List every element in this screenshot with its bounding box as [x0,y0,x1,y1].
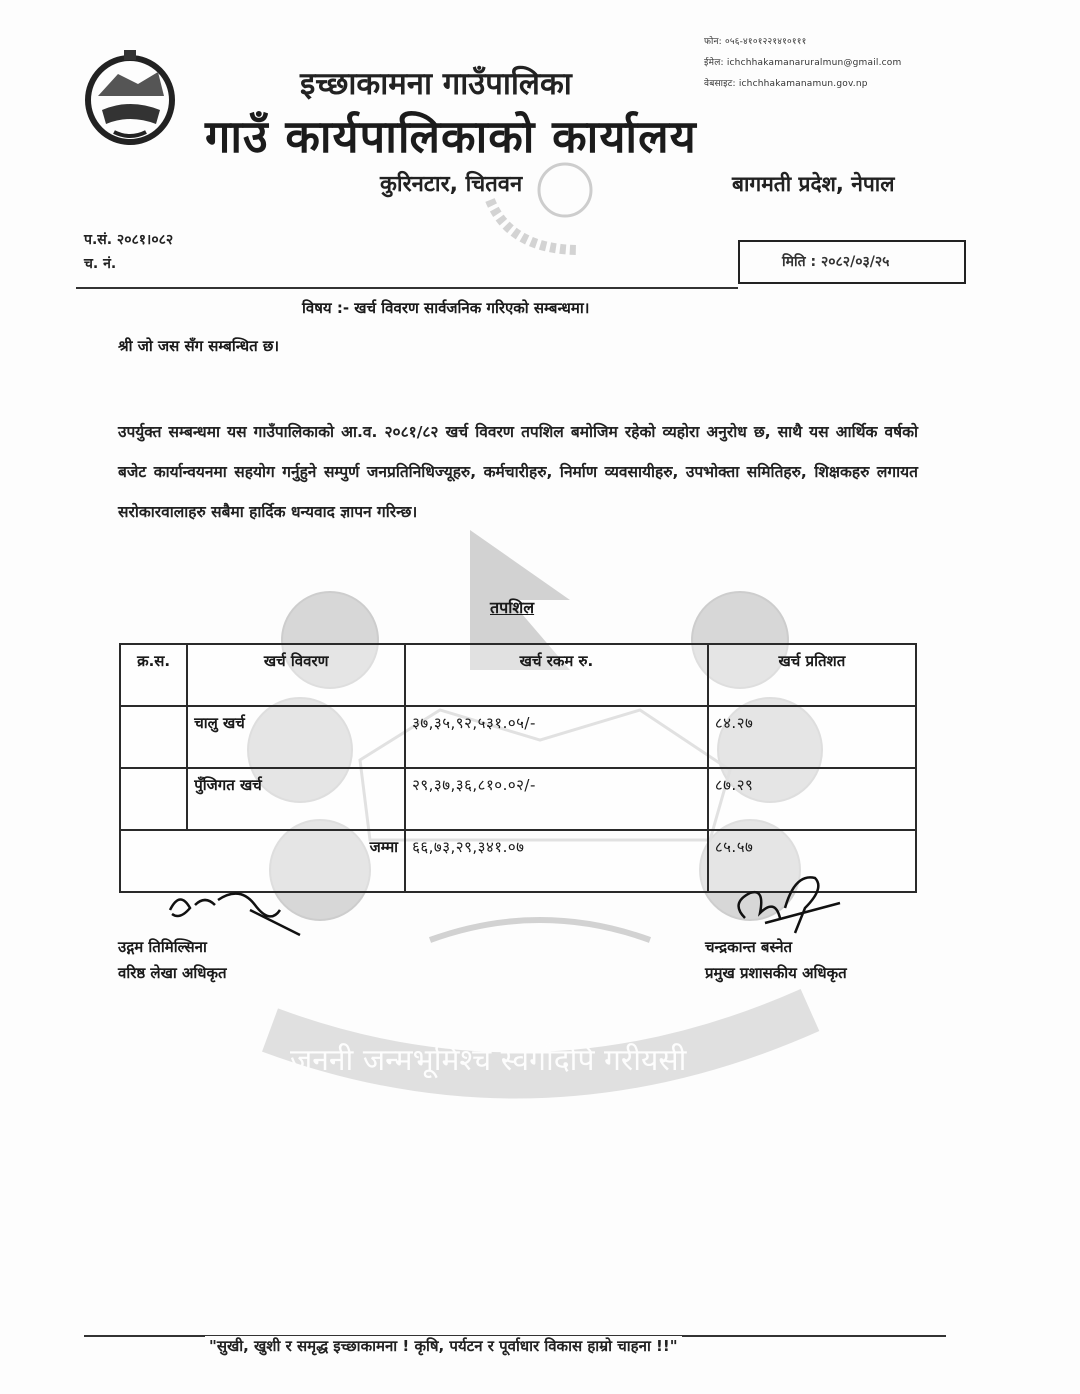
patra-sankhya: प.सं. २०८१।०८२ [84,232,174,248]
row-percent: ८४.२७ [708,706,916,768]
signatory-right-title: प्रमुख प्रशासकीय अधिकृत [705,964,847,982]
table-header-row [120,644,916,706]
email-link[interactable]: ichchhakamanaruralmun@gmail.com [726,58,902,68]
signatory-left-name: उद्गम तिमिल्सिना [118,938,207,956]
row-amount: ३७,३५,९२,५३१.०५/- [405,706,708,768]
row-serial [120,768,187,830]
handshake-shape [430,920,650,940]
row-description: पुँजिगत खर्च [187,768,405,830]
signatory-right-name: चन्द्रकान्त बस्नेत [705,938,793,956]
total-amount: ६६,७३,२९,३४१.०७ [405,830,708,892]
row-description: चालु खर्च [187,706,405,768]
header-divider [76,287,738,289]
phone-line: फोन: ०५६-४१०१२२१४१०१११ [704,37,807,47]
date-box: मिति : २०८२/०३/२५ [738,240,966,284]
email-line: ईमेल: ichchhakamanaruralmun@gmail.com [704,58,902,68]
row-percent: ८७.२९ [708,768,916,830]
signature-left [160,880,310,940]
letter-subject: विषय :- खर्च विवरण सार्वजनिक गरिएको सम्बन्धमा। [302,299,590,317]
office-seal-stamp [470,160,600,270]
letter-salutation: श्री जो जस सँग सम्बन्धित छ। [118,337,280,355]
phone-number: ०५६-४१०१२२१४१०१११ [724,37,807,47]
org-subtitle: इच्छाकामना गाउँपालिका [300,66,572,102]
letter-body: उपर्युक्त सम्बन्धमा यस गाउँपालिकाको आ.व. २०८१/८२ खर्च विवरण तपशिल बमोजिम रहेको व्यहोरा अनुरोध छ, साथै यस आर्थिक वर्षको बजेट कार्यान्वयनमा सहयोग गर्नुहुने सम्पुर्ण जनप्रतिनिधिज्यूहरु, कर्मचारीहरु, निर्माण व्यवसायीहरु, उपभोक्ता समितिहरु, शिक्षकहरु लगायत सरोकारवालाहरु सबैमा हार्दिक धन्यवाद ज्ञापन गरिन्छ। [118,423,918,521]
date-label: मिति [782,254,806,270]
header-description: खर्च विवरण [187,644,405,706]
website-link[interactable]: ichchhakamanamun.gov.np [738,79,868,89]
motto-ribbon [270,1010,810,1075]
contact-block [704,32,901,95]
signatory-left-title: वरिष्ठ लेखा अधिकृत [118,964,227,982]
website-line: वेबसाइट: ichchhakamanamun.gov.np [704,79,868,89]
total-label: जम्मा [120,830,405,892]
nepal-government-emblem-icon [84,48,176,148]
table-row [120,706,916,768]
total-percent: ८५.५७ [708,830,916,892]
motto-text: जननी जन्मभूमिश्च स्वर्गादपि गरीयसी [290,1043,687,1078]
signatory-right [705,934,847,986]
signature-right [725,868,845,938]
row-serial [120,706,187,768]
annex-title: तपशिल [490,598,535,617]
expense-table [119,643,917,893]
signatory-left [118,934,227,986]
footer-slogan: "सुखी, खुशी र समृद्ध इच्छाकामना ! कृषि, पर्यटन र पूर्वाधार विकास हाम्रो चाहना !!" [205,1336,682,1356]
header-percent: खर्च प्रतिशत [708,644,916,706]
table-row [120,768,916,830]
date-value: २०८२/०३/२५ [820,254,890,270]
org-title: गाउँ कार्यपालिकाको कार्यालय [205,110,697,163]
address-province: बागमती प्रदेश, नेपाल [732,172,895,196]
row-amount: २९,३७,३६,८१०.०२/- [405,768,708,830]
header-serial: क्र.स. [120,644,187,706]
header-amount: खर्च रकम रु. [405,644,708,706]
reference-block [84,228,173,276]
chalani-number: च. नं. [84,256,117,272]
address-local: कुरिनटार, चितवन [380,172,523,197]
